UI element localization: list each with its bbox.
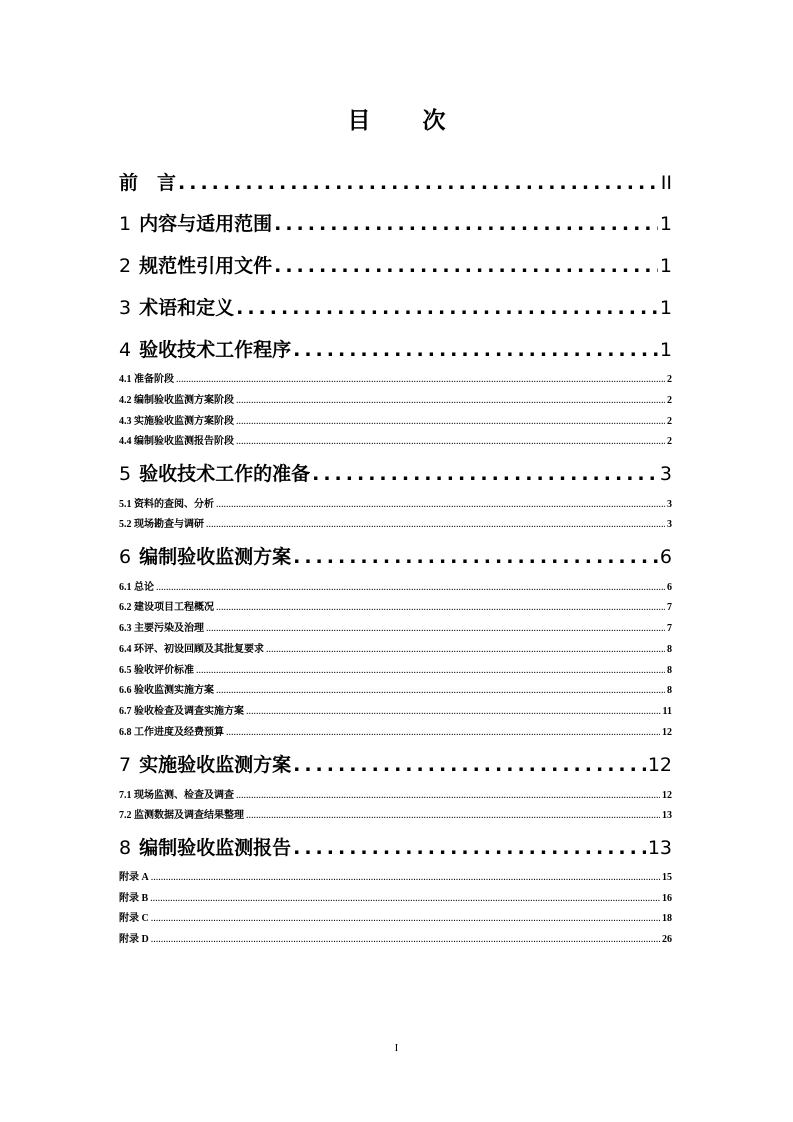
toc-leader-dots (150, 893, 660, 904)
toc-entry-page: 7 (667, 602, 672, 613)
toc-entry-page: 26 (662, 934, 672, 945)
toc-entry-title: 前 言 (119, 172, 177, 194)
toc-leader-dots (206, 519, 665, 530)
toc-leader-dots (178, 172, 659, 194)
toc-entry-number: 4.4 (119, 436, 132, 447)
toc-entry-page: 3 (667, 519, 672, 530)
toc-section-entry[interactable] (119, 868, 672, 882)
toc-section-entry[interactable] (119, 889, 672, 903)
toc-leader-dots (151, 872, 660, 883)
toc-entry-label (119, 909, 149, 924)
toc-section-entry[interactable] (119, 598, 672, 612)
toc-entry-page: 3 (667, 499, 672, 510)
toc-leader-dots (151, 913, 660, 924)
toc-entry-number: 6.7 (119, 706, 132, 717)
page-title: 目 次 (347, 108, 468, 134)
toc-entry-title: 实施验收监测方案 (139, 754, 292, 776)
toc-entry-number: 6.2 (119, 602, 132, 613)
toc-entry-number: 4.2 (119, 395, 132, 406)
toc-entry-title: 主要污染及治理 (134, 623, 204, 634)
toc-leader-dots (236, 790, 660, 801)
toc-leader-dots (236, 297, 658, 319)
toc-chapter-entry[interactable] (119, 335, 672, 361)
toc-section-entry[interactable] (119, 723, 672, 737)
toc-section-entry[interactable] (119, 702, 672, 716)
toc-entry-page: 8 (667, 685, 672, 696)
toc-entry-title: 编制验收监测报告阶段 (134, 436, 234, 447)
toc-section-entry[interactable] (119, 495, 672, 509)
toc-entry-label (119, 661, 194, 676)
toc-entry-number: 6.3 (119, 623, 132, 634)
toc-entry-label (119, 723, 224, 738)
toc-leader-dots (293, 754, 646, 776)
toc-leader-dots (176, 374, 665, 385)
toc-entry-title: 编制验收监测方案 (139, 546, 292, 568)
toc-entry-page: 13 (662, 810, 672, 821)
toc-entry-number: 5.2 (119, 519, 132, 530)
toc-entry-number: 6.8 (119, 727, 132, 738)
toc-entry-label (119, 640, 264, 655)
toc-entry-label (119, 370, 174, 385)
toc-entry-title: 规范性引用文件 (139, 255, 273, 277)
toc-section-entry[interactable] (119, 391, 672, 405)
toc-entry-title: 验收监测实施方案 (134, 685, 214, 696)
toc-entry-label (119, 515, 204, 530)
toc-chapter-entry[interactable] (119, 168, 672, 194)
toc-leader-dots (236, 395, 665, 406)
toc-entry-title: 验收技术工作程序 (139, 339, 292, 361)
toc-entry-title: 附录 D (119, 934, 149, 945)
toc-leader-dots (274, 213, 658, 235)
toc-section-entry[interactable] (119, 806, 672, 820)
toc-entry-title: 术语和定义 (139, 297, 235, 319)
toc-entry-label (119, 619, 204, 634)
toc-section-entry[interactable] (119, 909, 672, 923)
toc-entry-title: 工作进度及经费预算 (134, 727, 224, 738)
toc-section-entry[interactable] (119, 619, 672, 633)
toc-leader-dots (293, 339, 658, 361)
toc-entry-page: 8 (667, 644, 672, 655)
toc-leader-dots (156, 582, 665, 593)
toc-entry-title: 实施验收监测方案阶段 (134, 416, 234, 427)
toc-entry-label (119, 889, 148, 904)
toc-leader-dots (236, 436, 665, 447)
toc-leader-dots (226, 727, 660, 738)
toc-entry-number: 6.4 (119, 644, 132, 655)
toc-entry-page: 3 (659, 463, 672, 485)
toc-leader-dots (246, 706, 661, 717)
toc-chapter-entry[interactable] (119, 750, 672, 776)
toc-entry-number: 6.5 (119, 665, 132, 676)
toc-entry-page: 1 (659, 213, 672, 235)
toc-entry-title: 现场勘查与调研 (134, 519, 204, 530)
toc-section-entry[interactable] (119, 370, 672, 384)
toc-leader-dots (216, 499, 665, 510)
toc-entry-label (119, 806, 244, 821)
toc-chapter-entry[interactable] (119, 293, 672, 319)
toc-entry-page: 1 (659, 255, 672, 277)
toc-entry-number: 5 (119, 463, 132, 485)
toc-entry-title: 资料的查阅、分析 (134, 499, 214, 510)
toc-entry-title: 建设项目工程概况 (134, 602, 214, 613)
toc-entry-label (119, 293, 234, 320)
toc-entry-number: 6.6 (119, 685, 132, 696)
toc-entry-number: 5.1 (119, 499, 132, 510)
toc-entry-page: 12 (662, 727, 672, 738)
toc-entry-number: 3 (119, 297, 132, 319)
toc-entry-label (119, 786, 234, 801)
toc-leader-dots (196, 665, 665, 676)
toc-entry-label (119, 412, 234, 427)
toc-entry-page: 16 (662, 893, 672, 904)
toc-entry-title: 总论 (134, 582, 154, 593)
toc-section-entry[interactable] (119, 515, 672, 529)
toc-entry-number: 4.3 (119, 416, 132, 427)
toc-entry-label (119, 335, 291, 362)
toc-entry-page: 2 (667, 436, 672, 447)
toc-entry-page: 6 (659, 546, 672, 568)
toc-entry-label (119, 598, 214, 613)
toc-leader-dots (206, 623, 665, 634)
toc-entry-page: 2 (667, 395, 672, 406)
toc-entry-page: 6 (667, 582, 672, 593)
toc-entry-label (119, 702, 244, 717)
toc-entry-page: 12 (662, 790, 672, 801)
toc-entry-label (119, 432, 234, 447)
toc-entry-page: 1 (659, 339, 672, 361)
toc-entry-page: 7 (667, 623, 672, 634)
toc-entry-number: 2 (119, 255, 132, 277)
toc-section-entry[interactable] (119, 432, 672, 446)
toc-chapter-entry[interactable] (119, 459, 672, 485)
toc-entry-number: 4 (119, 339, 132, 361)
toc-entry-title: 内容与适用范围 (139, 213, 273, 235)
toc-entry-title: 编制验收监测方案阶段 (134, 395, 234, 406)
toc-entry-title: 验收技术工作的准备 (139, 463, 311, 485)
toc-entry-title: 环评、初设回顾及其批复要求 (134, 644, 264, 655)
toc-leader-dots (216, 685, 665, 696)
toc-entry-label (119, 251, 272, 278)
toc-entry-label (119, 750, 291, 777)
toc-entry-number: 7.1 (119, 790, 132, 801)
toc-entry-title: 现场监测、检查及调查 (134, 790, 234, 801)
toc-section-entry[interactable] (119, 681, 672, 695)
toc-entry-page: 8 (667, 665, 672, 676)
toc-entry-label (119, 168, 176, 195)
toc-entry-title: 附录 A (119, 872, 149, 883)
toc-section-entry[interactable] (119, 578, 672, 592)
toc-leader-dots (312, 463, 658, 485)
toc-entry-number: 7.2 (119, 810, 132, 821)
toc-leader-dots (293, 837, 646, 859)
toc-entry-number: 8 (119, 837, 132, 859)
toc-section-entry[interactable] (119, 661, 672, 675)
toc-entry-label (119, 833, 291, 860)
toc-leader-dots (246, 810, 660, 821)
toc-entry-label (119, 495, 214, 510)
toc-entry-label (119, 930, 149, 945)
toc-chapter-entry[interactable] (119, 833, 672, 859)
toc-entry-page: II (660, 172, 672, 194)
toc-section-entry[interactable] (119, 640, 672, 654)
page-number: I (394, 1042, 399, 1054)
toc-chapter-entry[interactable] (119, 251, 672, 277)
toc-leader-dots (151, 934, 660, 945)
toc-entry-number: 1 (119, 213, 132, 235)
toc-entry-label (119, 459, 310, 486)
toc-chapter-entry[interactable] (119, 209, 672, 235)
toc-entry-page: 2 (667, 374, 672, 385)
toc-leader-dots (216, 602, 665, 613)
toc-section-entry[interactable] (119, 930, 672, 944)
toc-leader-dots (236, 416, 665, 427)
toc-entry-title: 编制验收监测报告 (139, 837, 292, 859)
toc-entry-label (119, 681, 214, 696)
toc-leader-dots (293, 546, 658, 568)
toc-entry-label (119, 578, 154, 593)
toc-chapter-entry[interactable] (119, 542, 672, 568)
toc-section-entry[interactable] (119, 786, 672, 800)
toc-entry-label (119, 391, 234, 406)
toc-entry-label (119, 868, 149, 883)
toc-entry-label (119, 209, 272, 236)
toc-entry-number: 6 (119, 546, 132, 568)
toc-entry-title: 附录 B (119, 893, 149, 904)
toc-entry-page: 12 (647, 754, 672, 776)
toc-entry-title: 准备阶段 (134, 374, 174, 385)
toc-entry-title: 验收检查及调查实施方案 (134, 706, 244, 717)
toc-entry-page: 1 (659, 297, 672, 319)
toc-entry-title: 验收评价标准 (134, 665, 194, 676)
toc-leader-dots (266, 644, 665, 655)
toc-section-entry[interactable] (119, 412, 672, 426)
toc-entry-page: 13 (647, 837, 672, 859)
toc-entry-page: 15 (662, 872, 672, 883)
toc-entry-number: 6.1 (119, 582, 132, 593)
toc-entry-page: 18 (662, 913, 672, 924)
toc-entry-page: 2 (667, 416, 672, 427)
toc-entry-number: 7 (119, 754, 132, 776)
toc-entry-title: 监测数据及调查结果整理 (134, 810, 244, 821)
toc-entry-page: 11 (662, 706, 672, 717)
toc-entry-title: 附录 C (119, 913, 149, 924)
toc-entry-label (119, 542, 291, 569)
toc-leader-dots (274, 255, 658, 277)
toc-entry-number: 4.1 (119, 374, 132, 385)
